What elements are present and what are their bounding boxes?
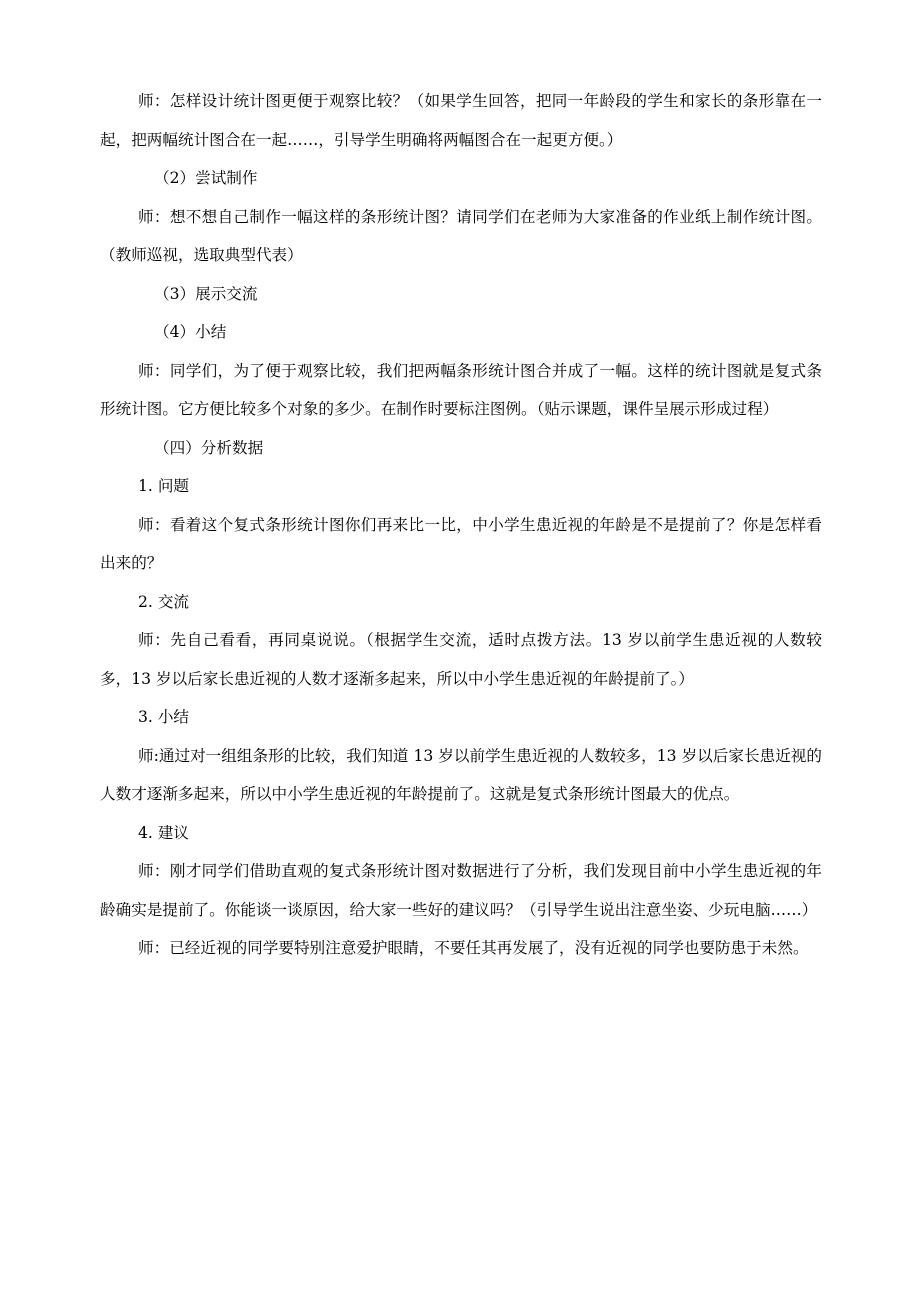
paragraph-compare-question: 师：看着这个复式条形统计图你们再来比一比，中小学生患近视的年龄是不是提前了？你是怎样看出来的？ [100,515,822,572]
paragraph-make-chart: 师：想不想自己制作一幅这样的条形统计图？请同学们在老师为大家准备的作业纸上制作统计图。（教师巡视，选取典型代表） [100,207,822,264]
paragraph-summary: 师:通过对一组组条形的比较，我们知道 13 岁以前学生患近视的人数较多，13 岁以后家长患近视的人数才逐渐多起来，所以中小学生患近视的年龄提前了。这就是复式条形统计图最大的优点。 [100,746,822,803]
heading-show-exchange: （3）展示交流 [154,284,258,303]
document-page [100,82,822,968]
paragraph-compound-chart-summary: 师：同学们，为了便于观察比较，我们把两幅条形统计图合并成了一幅。这样的统计图就是复式条形统计图。它方便比较多个对象的多少。在制作时要标注图例。（贴示课题，课件呈展示形成过程） [100,361,822,418]
heading-summary-4: （4）小结 [154,323,227,341]
heading-summary-3: 3. 小结 [138,708,190,726]
heading-analyze-data: （四）分析数据 [154,438,264,457]
heading-exchange: 2. 交流 [138,592,190,611]
heading-suggestion: 4. 建议 [138,823,190,842]
paragraph-exchange: 师：先自己看看，再同桌说说。（根据学生交流，适时点拨方法。13 岁以前学生患近视的人数较多，13 岁以后家长患近视的人数才逐渐多起来，所以中小学生患近视的年龄提前了。） [100,631,822,688]
paragraph-design-question: 师：怎样设计统计图更便于观察比较？（如果学生回答，把同一年龄段的学生和家长的条形靠在一起，把两幅统计图合在一起……，引导学生明确将两幅图合在一起更方便。） [100,92,822,149]
paragraph-prevention: 师：已经近视的同学要特别注意爱护眼睛，不要任其再发展了，没有近视的同学也要防患于未然。 [138,939,809,957]
paragraph-suggestion: 师：刚才同学们借助直观的复式条形统计图对数据进行了分析，我们发现目前中小学生患近视的年龄确实是提前了。你能谈一谈原因，给大家一些好的建议吗？（引导学生说出注意坐姿、少玩电脑……） [100,862,822,919]
heading-question: 1. 问题 [138,477,190,495]
heading-try-making: （2）尝试制作 [154,169,258,187]
